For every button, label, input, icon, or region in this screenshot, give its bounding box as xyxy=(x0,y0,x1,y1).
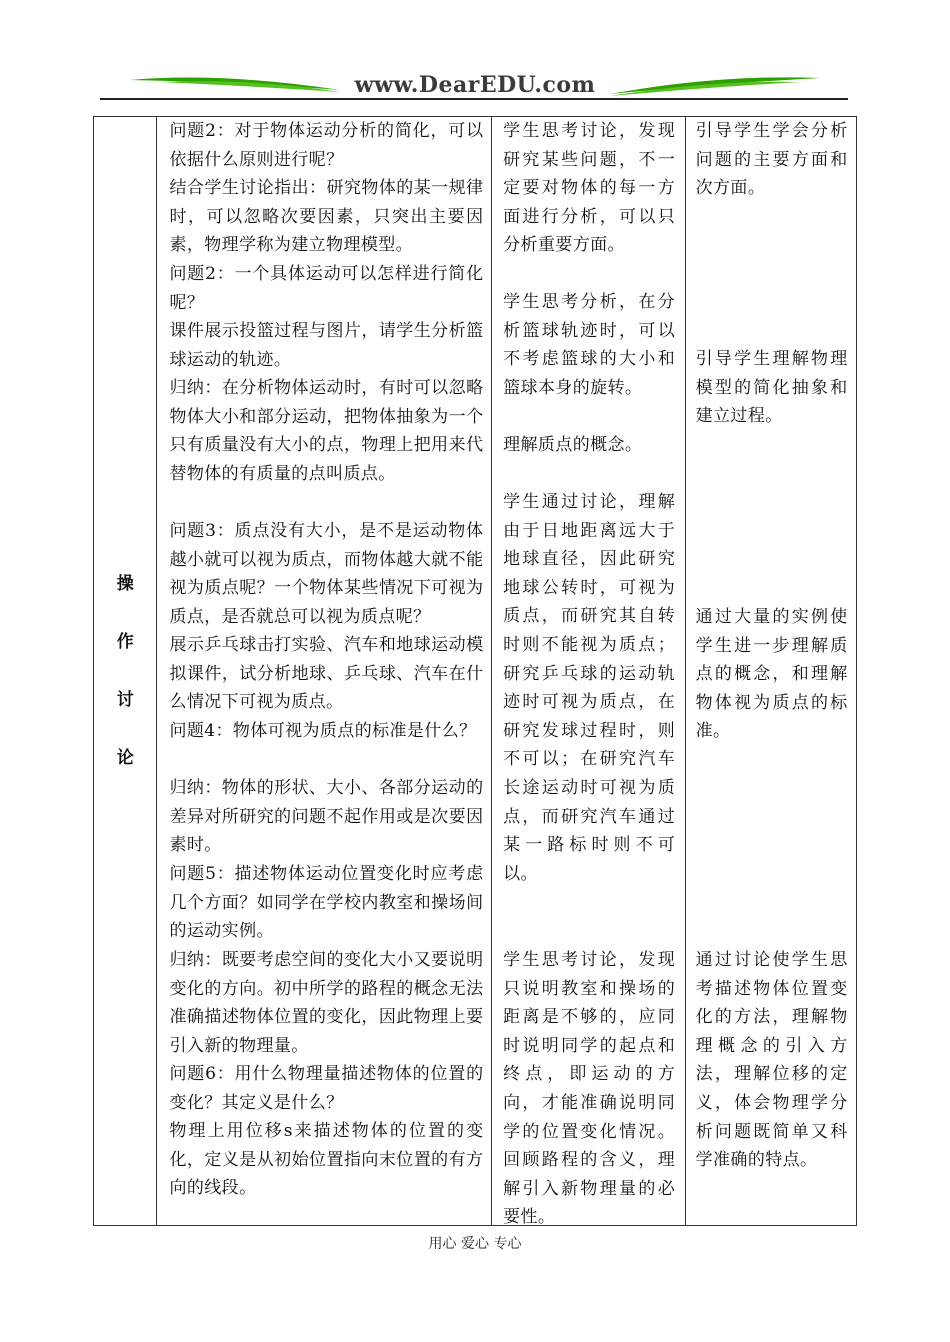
content-paragraph: 问题3：质点没有大小，是不是运动物体越小就可以视为质点，而物体越大就不能视为质点呢？一个物体某些情况下可视为质点，是否就总可以视为质点呢？ xyxy=(169,521,484,627)
student-activity-cell xyxy=(492,117,686,1226)
content-paragraph: 归纳：物体的形状、大小、各部分运动的差异对所研究的问题不起作用或是次要因素时。 xyxy=(169,778,484,856)
content-paragraph: 归纳：在分析物体运动时，有时可以忽略物体大小和部分运动，把物体抽象为一个只有质量没有大小的点，物理上把用来代替物体的有质量的点叫质点。 xyxy=(169,378,484,484)
stage-cell xyxy=(94,117,157,1226)
content-paragraph: 物理上用位移s来描述物体的位置的变化，定义是从初始位置指向末位置的有方向的线段。 xyxy=(169,1121,484,1199)
student-paragraph: 学生思考讨论，发现只说明教室和操场的距离是不够的，应同时说明同学的起点和终点，即运动的方向，才能准确说明同学的位置变化情况。回顾路程的含义，理解引入新物理量的必要性。 xyxy=(503,950,676,1228)
footer-motto: 用心 爱心 专心 xyxy=(428,1236,522,1252)
stage-char: 讨 xyxy=(116,690,134,710)
teacher-activity-cell xyxy=(157,117,492,1226)
stage-char: 作 xyxy=(116,632,134,652)
student-paragraph: 学生思考分析，在分析篮球轨迹时，可以不考虑篮球的大小和篮球本身的旋转。 xyxy=(503,292,676,398)
content-paragraph: 问题2：一个具体运动可以怎样进行简化呢？ xyxy=(169,264,484,313)
site-logo[interactable]: www.DearEDU.com xyxy=(354,72,596,98)
table-row xyxy=(94,117,857,1226)
content-paragraph: 结合学生讨论指出：研究物体的某一规律时，可以忽略次要因素，只突出主要因素，物理学称为建立物理模型。 xyxy=(169,178,484,256)
content-paragraph: 问题6：用什么物理量描述物体的位置的变化？其定义是什么？ xyxy=(169,1064,484,1113)
content-paragraph: 课件展示投篮过程与图片，请学生分析篮球运动的轨迹。 xyxy=(169,321,484,370)
student-paragraph: 学生通过讨论，理解由于日地距离远大于地球直径，因此研究地球公转时，可视为质点，而研究其自转时则不能视为质点；研究乒乓球的运动轨迹时可视为质点，在研究发球过程时，则不可以；在研究汽车长途运动时可视为质点，而研究汽车通过某一路标时则不可以。 xyxy=(503,492,676,884)
header-rule xyxy=(100,98,848,100)
intent-paragraph: 通过讨论使学生思考描述物体位置变化的方法，理解物理概念的引入方法，理解位移的定义，体会物理学分析问题既简单又科学准确的特点。 xyxy=(695,950,848,1171)
design-intent-cell xyxy=(685,117,856,1226)
intent-paragraph: 引导学生理解物理模型的简化抽象和建立过程。 xyxy=(695,349,848,427)
content-paragraph: 问题5：描述物体运动位置变化时应考虑几个方面？如同学在学校内教室和操场间的运动实例。 xyxy=(169,864,484,942)
content-paragraph: 问题2：对于物体运动分析的简化，可以依据什么原则进行呢？ xyxy=(169,121,484,170)
content-paragraph: 展示乒乓球击打实验、汽车和地球运动模拟课件，试分析地球、乒乓球、汽车在什么情况下可视为质点。 xyxy=(169,635,484,713)
intent-paragraph: 引导学生学会分析问题的主要方面和次方面。 xyxy=(695,121,848,199)
stage-char: 论 xyxy=(116,748,134,768)
stage-char: 操 xyxy=(116,574,134,594)
content-paragraph: 归纳：既要考虑空间的变化大小又要说明变化的方向。初中所学的路程的概念无法准确描述物体位置的变化，因此物理上要引入新的物理量。 xyxy=(169,950,484,1056)
student-paragraph: 学生思考讨论，发现研究某些问题，不一定要对物体的每一方面进行分析，可以只分析重要方面。 xyxy=(503,121,676,256)
lesson-table xyxy=(93,116,857,1226)
student-paragraph: 理解质点的概念。 xyxy=(503,435,643,455)
intent-paragraph: 通过大量的实例使学生进一步理解质点的概念，和理解物体视为质点的标准。 xyxy=(695,607,848,742)
content-paragraph: 问题4：物体可视为质点的标准是什么？ xyxy=(169,721,477,741)
